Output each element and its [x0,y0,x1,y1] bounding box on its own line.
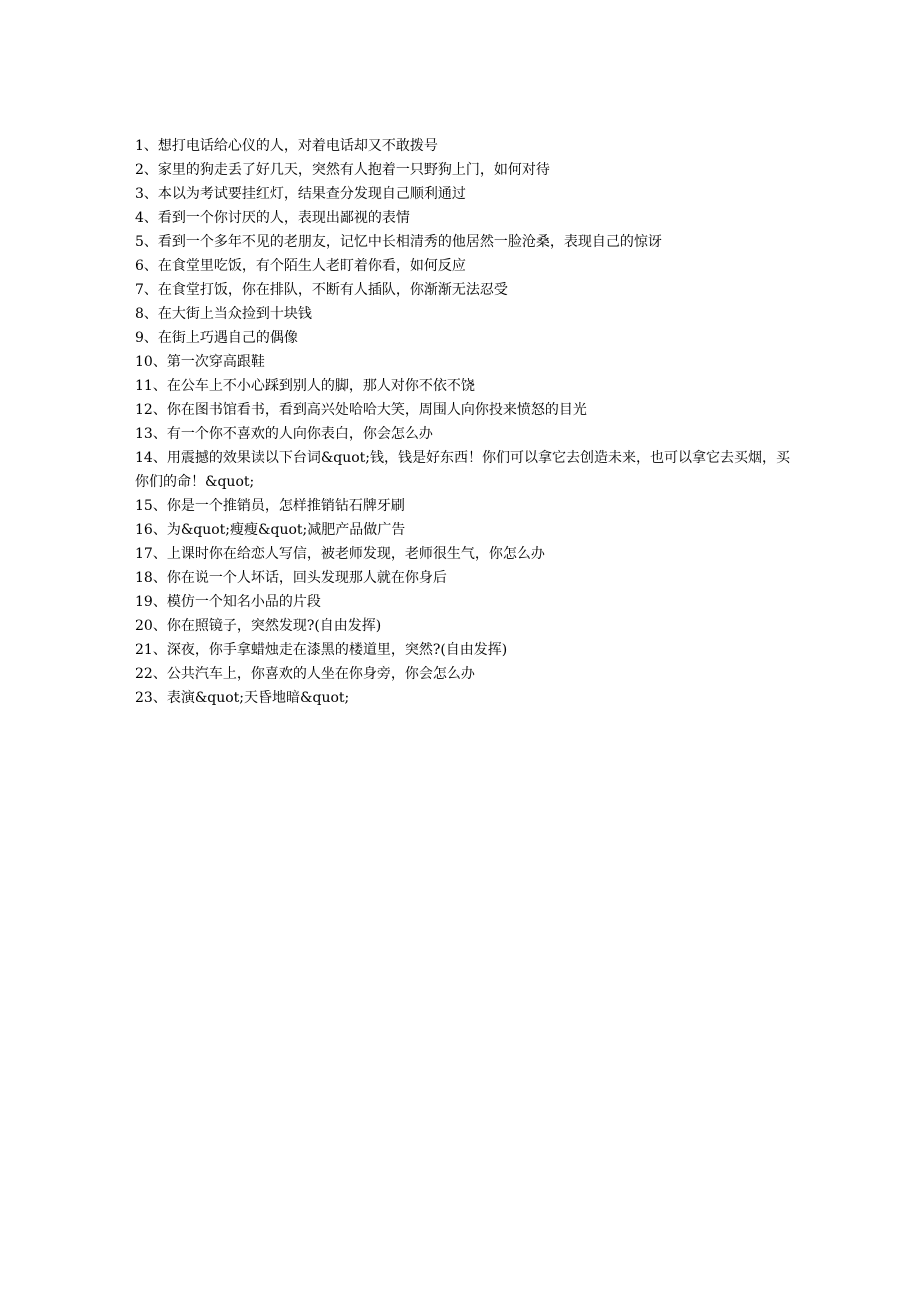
list-item: 4、看到一个你讨厌的人，表现出鄙视的表情 [135,210,410,226]
list-item: 16、为&quot;瘦瘦&quot;减肥产品做广告 [135,522,406,538]
list-item: 12、你在图书馆看书，看到高兴处哈哈大笑，周围人向你投来愤怒的目光 [135,402,587,418]
list-item: 10、第一次穿高跟鞋 [135,354,265,370]
list-item: 11、在公车上不小心踩到别人的脚，那人对你不依不饶 [135,378,475,394]
list-item: 5、看到一个多年不见的老朋友，记忆中长相清秀的他居然一脸沧桑，表现自己的惊讶 [135,234,662,250]
list-item: 9、在街上巧遇自己的偶像 [135,330,298,346]
list-item: 2、家里的狗走丢了好几天，突然有人抱着一只野狗上门，如何对待 [135,162,550,178]
list-item: 14、用震撼的效果读以下台词&quot;钱，钱是好东西！你们可以拿它去创造未来，也可以拿它去买烟，买你们的命！&quot; [135,450,791,490]
list-item: 17、上课时你在给恋人写信，被老师发现，老师很生气，你怎么办 [135,546,545,562]
list-item: 15、你是一个推销员，怎样推销钻石牌牙刷 [135,498,405,514]
list-item: 7、在食堂打饭，你在排队，不断有人插队，你渐渐无法忍受 [135,282,508,298]
list-item: 22、公共汽车上，你喜欢的人坐在你身旁，你会怎么办 [135,666,475,682]
list-item: 6、在食堂里吃饭，有个陌生人老盯着你看，如何反应 [135,258,466,274]
list-item: 8、在大街上当众捡到十块钱 [135,306,312,322]
list-item: 3、本以为考试要挂红灯，结果查分发现自己顺利通过 [135,186,466,202]
list-item: 20、你在照镜子，突然发现?(自由发挥) [135,618,382,634]
list-item: 13、有一个你不喜欢的人向你表白，你会怎么办 [135,426,433,442]
list-item: 1、想打电话给心仪的人，对着电话却又不敢拨号 [135,138,438,154]
list-item: 21、深夜，你手拿蜡烛走在漆黑的楼道里，突然?(自由发挥) [135,642,508,658]
list-item: 19、模仿一个知名小品的片段 [135,594,321,610]
question-list [135,134,795,710]
list-item: 23、表演&quot;天昏地暗&quot; [135,690,350,706]
list-item: 18、你在说一个人坏话，回头发现那人就在你身后 [135,570,447,586]
